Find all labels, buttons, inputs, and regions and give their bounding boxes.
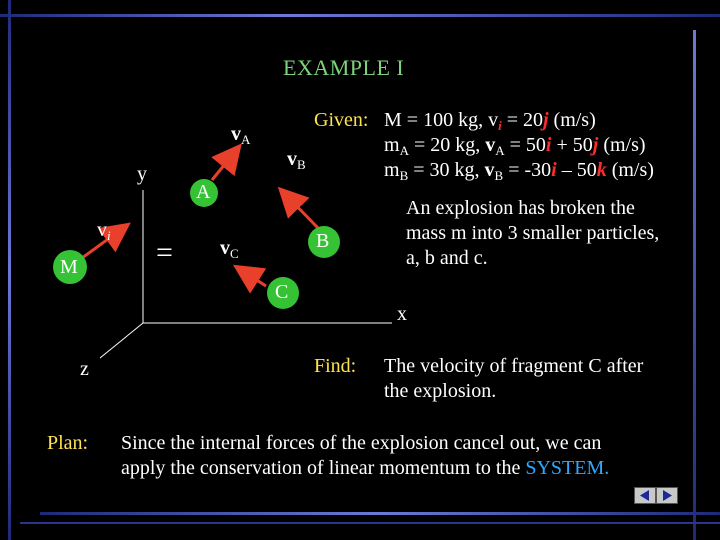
particle-a-label: A (196, 181, 211, 203)
vB-label (287, 148, 306, 173)
vB-symbol: v (287, 148, 297, 170)
given-line-3-b: = 30 kg, (408, 159, 485, 181)
vA-subscript: A (241, 132, 251, 147)
vC-label (220, 237, 239, 262)
vA-symbol: v (231, 123, 241, 145)
plan-line-1: Since the internal forces of the explosion cancel out, we can (121, 432, 602, 454)
given-line-1-sub: i (498, 118, 502, 133)
given-line-2-d: + 50 (551, 134, 593, 156)
z-axis-label: z (80, 358, 89, 380)
forward-icon (657, 488, 677, 503)
given-line-2-unit: (m/s) (598, 134, 646, 156)
y-axis-label: y (137, 163, 147, 185)
given-line-3 (384, 158, 654, 188)
back-icon (635, 488, 655, 503)
given-line-3-m-sub: B (399, 168, 409, 183)
given-line-2-b: = 20 kg, (408, 134, 486, 156)
particle-b-label: B (316, 230, 330, 252)
vC-subscript: C (230, 246, 239, 261)
given-line-1-b: = 20 (501, 109, 543, 131)
given-line-3-i: i (551, 159, 557, 181)
vB-arrow (282, 191, 318, 228)
given-line-3-v: v (484, 159, 495, 181)
vi-subscript: i (107, 228, 111, 243)
mass-label: M (60, 256, 78, 278)
given-line-2-m-sub: A (399, 143, 409, 158)
z-axis-line (100, 323, 143, 358)
given-line-3-unit: (m/s) (606, 159, 654, 181)
vi-label (97, 219, 111, 244)
given-line-1-unit: (m/s) (548, 109, 596, 131)
forward-button[interactable] (656, 487, 678, 504)
vi-symbol: v (97, 219, 107, 241)
given-line-2-j: j (592, 134, 599, 156)
explosion-line-3: a, b and c. (406, 247, 488, 269)
plan-line-2 (121, 456, 609, 481)
given-line-2-m: m (384, 134, 400, 156)
given-line-1-a: M = 100 kg, v (384, 109, 499, 131)
vA-arrow (212, 148, 238, 180)
given-line-2-v: v (485, 134, 496, 156)
find-label: Find: (314, 355, 357, 377)
plan-label: Plan: (47, 432, 89, 454)
x-axis-label: x (397, 303, 407, 325)
find-line-1: The velocity of fragment C after (384, 355, 644, 377)
plan-line-2-text: apply the conservation of linear momentum to the (121, 457, 526, 479)
back-button[interactable] (634, 487, 656, 504)
given-label: Given: (314, 109, 369, 131)
given-line-3-m: m (384, 159, 400, 181)
vC-symbol: v (220, 237, 230, 259)
given-line-1-j: j (542, 109, 549, 131)
vA-label (231, 123, 250, 148)
given-line-3-c: = -30 (503, 159, 552, 181)
particle-c-label: C (275, 281, 289, 303)
find-line-2: the explosion. (384, 380, 497, 402)
given-line-2-c: = 50 (504, 134, 546, 156)
vB-subscript: B (297, 157, 306, 172)
plan-system: SYSTEM. (525, 457, 610, 479)
explosion-line-1: An explosion has broken the (406, 197, 635, 219)
equals-sign: = (156, 236, 173, 269)
given-line-2-v-sub: A (495, 143, 505, 158)
given-line-3-d: – 50 (556, 159, 597, 181)
given-line-2-i: i (545, 134, 552, 156)
given-line-3-v-sub: B (494, 168, 504, 183)
given-line-3-k: k (596, 159, 607, 181)
vC-arrow (238, 268, 266, 286)
explosion-line-2: mass m into 3 smaller particles, (406, 222, 660, 244)
slide-title: EXAMPLE I (283, 55, 405, 80)
